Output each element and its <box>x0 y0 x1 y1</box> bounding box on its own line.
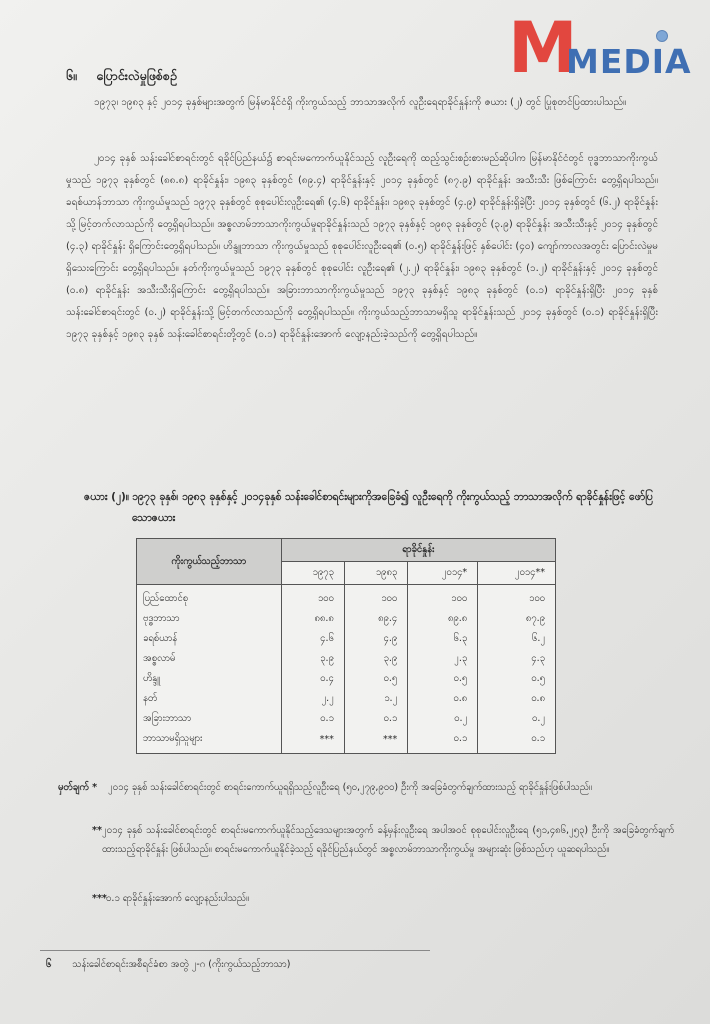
table-cell: ၄.၃ <box>478 649 556 669</box>
table-row <box>137 689 556 709</box>
table-cell: ၀.၈ <box>478 689 556 709</box>
footer-divider <box>40 950 430 951</box>
religion-name: အခြားဘာသာ <box>137 709 282 729</box>
table-cell: ၈၉.၄ <box>344 609 407 629</box>
table-cell: ၀.၂ <box>408 709 478 729</box>
page-number: ၆ <box>46 959 52 970</box>
column-header: ၁၉၇၃ <box>281 562 344 585</box>
table-row <box>137 649 556 669</box>
table-cell: ၄.၆ <box>281 629 344 649</box>
table-cell: ၀.၁ <box>281 709 344 729</box>
page-footer <box>46 958 290 972</box>
table-cell: ၁၀၀ <box>281 585 344 610</box>
table-cell: ၄.၉ <box>344 629 407 649</box>
table-row-header: ကိုးကွယ်သည့်ဘာသာ <box>137 539 282 585</box>
footer-text: သန်းခေါင်စာရင်းအစီရင်ခံစာ အတွဲ ၂-ဂ (ကိုးကွယ်သည့်ဘာသာ) <box>72 959 291 970</box>
table-cell: ၈၉.၈ <box>408 609 478 629</box>
table-cell: ၃.၉ <box>281 649 344 669</box>
note-text: ၀.၁ ရာခိုင်နှုန်းအောက် လျော့နည်းပါသည်။ <box>106 893 249 904</box>
religion-name: ခရစ်ယာန် <box>137 629 282 649</box>
table-cell: *** <box>344 729 407 754</box>
column-header: ၁၉၈၃ <box>344 562 407 585</box>
religion-name: ဟိန္ဒူ <box>137 669 282 689</box>
table-cell: ၁.၂ <box>344 689 407 709</box>
table-cell: ၀.၅ <box>408 669 478 689</box>
table-cell: ၆.၂ <box>478 629 556 649</box>
table-cell: *** <box>281 729 344 754</box>
table-caption-label: ဇယား (၂)။ <box>84 491 130 503</box>
table-cell: ၀.၅ <box>344 669 407 689</box>
table-cell: ၁၀၀ <box>478 585 556 610</box>
table-cell: ၀.၂ <box>478 709 556 729</box>
note-text: ၂၀၁၄ ခုနှစ် သန်းခေါင်စာရင်းတွင် စာရင်းကောက်ယူရရှိသည့်လူဦးရေ (၅၀,၂၇၉,၉၀၀) ဦးကို အခြေခံတွက်ချက်ထားသည့် ရာခိုင်နှုန်းဖြစ်ပါသည်။ <box>108 782 592 793</box>
table-cell: ၂.၂ <box>281 689 344 709</box>
section-title: ပြောင်းလဲမှုဖြစ်စဉ် <box>96 68 177 83</box>
religion-percentage-table <box>136 538 556 754</box>
table-row <box>137 629 556 649</box>
table-row <box>137 585 556 610</box>
religion-name: ဘာသာမရှိသူများ <box>137 729 282 754</box>
religion-name: ပြည်ထောင်စု <box>137 585 282 610</box>
note-text: ၂၀၁၄ ခုနှစ် သန်းခေါင်စာရင်းတွင် စာရင်းမကောက်ယူနိုင်သည့်ဒေသများအတွက် ခန့်မှန်းလူဦးရေ အပါအဝင် စုစုပေါင်းလူဦးရေ (၅၁,၄၈၆,၂၅၃) ဦးကို အခြေခံတွက်ချက်ထားသည့်ရာခိုင်နှုန်း ဖြစ်ပါသည်။ စာရင်းမကောက်ယူနိုင်ခဲ့သည့် ရခိုင်ပြည်နယ်တွင် အစ္စလာမ်ဘာသာကိုးကွယ်မှု အများဆုံး ဖြစ်သည်ဟု ယူဆရပါသည်။ <box>102 825 674 855</box>
religion-name: အစ္စလာမ် <box>137 649 282 669</box>
section-number: ၆။ <box>66 68 77 83</box>
table-cell: ၀.၄ <box>281 669 344 689</box>
table-cell: ၀.၅ <box>478 669 556 689</box>
table-row <box>137 669 556 689</box>
table-row <box>137 609 556 629</box>
table-cell: ၀.၁ <box>408 729 478 754</box>
table-cell: ၀.၁ <box>344 709 407 729</box>
table-cell: ၀.၈ <box>408 689 478 709</box>
logo-text: MEDIA <box>566 42 692 81</box>
mmedia-logo <box>508 7 698 89</box>
table-row <box>137 729 556 754</box>
table-caption-text: ၁၉၇၃ ခုနှစ်၊ ၁၉၈၃ ခုနှစ်နှင့် ၂၀၁၄ခုနှစ် သန်းခေါင်စာရင်းများကိုအခြေခံ၍ လူဦးရေကို ကိုးကွယ်သည့် ဘာသာအလိုက် ရာခိုင်နှုန်းဖြင့် ဖော်ပြသောဇယား <box>132 491 653 524</box>
section-heading <box>66 68 177 87</box>
religion-name: ဗုဒ္ဓဘာသာ <box>137 609 282 629</box>
table-cell: ၈၈.၈ <box>281 609 344 629</box>
paragraph-intro: ၁၉၇၃၊ ၁၉၈၃ နှင့် ၂၀၁၄ ခုနှစ်များအတွက် မြန်မာနိုင်ငံရှိ ကိုးကွယ်သည့် ဘာသာအလိုက် လူဦးရေရာခိုင်နှုန်းကို ဇယား (၂) တွင် ပြုစုတင်ပြထားပါသည်။ <box>94 97 627 108</box>
note-key: ** <box>92 825 102 836</box>
table-cell: ၈၇.၉ <box>478 609 556 629</box>
table-group-header: ရာခိုင်နှုန်း <box>281 539 555 562</box>
table-cell: ၀.၁ <box>478 729 556 754</box>
paragraph-analysis: ၂၀၁၄ ခုနှစ် သန်းခေါင်စာရင်းတွင် ရခိုင်ပြည်နယ်၌ စာရင်းမကောက်ယူနိုင်သည့် လူဦးရေကို ထည့်သွင်းစဉ်းစားမည်ဆိုပါက မြန်မာနိုင်ငံတွင် ဗုဒ္ဓဘာသာကိုးကွယ်မှုသည် ၁၉၇၃ ခုနှစ်တွင် (၈၈.၈) ရာခိုင်နှုန်း၊ ၁၉၈၃ ခုနှစ်တွင် (၈၉.၄) ရာခိုင်နှုန်းနှင့် ၂၀၁၄ ခုနှစ်တွင် (၈၇.၉) ရာခိုင်နှုန်း အသီးသီး ဖြစ်ကြောင်း တွေ့ရှိရပါသည်။ ခရစ်ယာန်ဘာသာ ကိုးကွယ်မှုသည် ၁၉၇၃ ခုနှစ်တွင် စုစုပေါင်းလူဦးရေ၏ (၄.၆) ရာခိုင်နှုန်း၊ ၁၉၈၃ ခုနှစ်တွင် (၄.၉) ရာခိုင်နှုန်းရှိခဲ့ပြီး ၂၀၁၄ ခုနှစ်တွင် (၆.၂) ရာခိုင်နှုန်းသို့ မြင့်တက်လာသည်ကို တွေ့ရှိရပါသည်။ အစ္စလာမ်ဘာသာကိုးကွယ်မှုရာခိုင်နှုန်းသည် ၁၉၇၃ ခုနှစ်နှင့် ၁၉၈၃ ခုနှစ်တွင် (၃.၉) ရာခိုင်နှုန်း အသီးသီးနှင့် ၂၀၁၄ ခုနှစ်တွင် (၄.၃) ရာခိုင်နှုန်း ရှိကြောင်းတွေ့ရှိရပါသည်။ ဟိန္ဒူဘာသာ ကိုးကွယ်မှုသည် စုစုပေါင်းလူဦးရေ၏ (၀.၅) ရာခိုင်နှုန်းဖြင့် နှစ်ပေါင်း (၄၀) ကျော်ကာလအတွင်း ပြောင်းလဲမှုမရှိသေးကြောင်း တွေ့ရှိရပါသည်။ နတ်ကိုးကွယ်မှုသည် ၁၉၇၃ ခုနှစ်တွင် စုစုပေါင်း လူဦးရေ၏ (၂.၂) ရာခိုင်နှုန်း၊ ၁၉၈၃ ခုနှစ်တွင် (၁.၂) ရာခိုင်နှုန်းနှင့် ၂၀၁၄ ခုနှစ်တွင် (၀.၈) ရာခိုင်နှုန်း အသီးသီးရှိကြောင်း တွေ့ရှိရပါသည်။ အခြားဘာသာကိုးကွယ်မှုသည် ၁၉၇၃ ခုနှစ်နှင့် ၁၉၈၃ ခုနှစ်တွင် (၀.၁) ရာခိုင်နှုန်းရှိပြီး ၂၀၁၄ ခုနှစ်သန်းခေါင်စာရင်းတွင် (၀.၂) ရာခိုင်နှုန်းသို့ မြင့်တက်လာသည်ကို တွေ့ရှိရပါသည်။ ကိုးကွယ်သည့်ဘာသာမရှိသူ ရာခိုင်နှုန်းသည် ၂၀၁၄ ခုနှစ်တွင် (၀.၁) ရာခိုင်နှုန်းရှိပြီး ၁၉၇၃ ခုနှစ်နှင့် ၁၉၈၃ ခုနှစ် သန်းခေါင်စာရင်းတို့တွင် (၀.၁) ရာခိုင်နှုန်းအောက် လျော့နည်းခဲ့သည်ကို တွေ့ရှိရပါသည်။ <box>66 153 658 340</box>
note-key: မှတ်ချက် * <box>58 782 98 793</box>
table-cell: ၁၀၀ <box>344 585 407 610</box>
column-header: ၂၀၁၄** <box>478 562 556 585</box>
column-header: ၂၀၁၄* <box>408 562 478 585</box>
table-cell: ၂.၃ <box>408 649 478 669</box>
logo-globe-icon <box>656 30 668 42</box>
table-row <box>137 709 556 729</box>
table-cell: ၃.၉ <box>344 649 407 669</box>
table-cell: ၁၀၀ <box>408 585 478 610</box>
logo-letter: M <box>508 7 576 89</box>
religion-name: နတ် <box>137 689 282 709</box>
note-key: *** <box>92 893 107 904</box>
table-cell: ၆.၃ <box>408 629 478 649</box>
